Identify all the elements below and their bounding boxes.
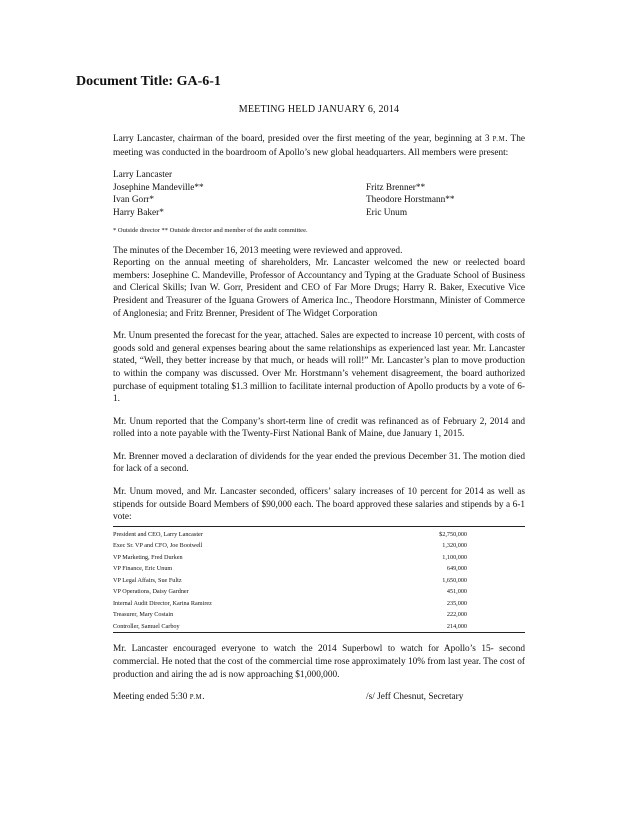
table-row	[113, 552, 525, 564]
officer-title: President and CEO, Larry Lancaster	[113, 530, 203, 538]
attendee: Ivan Gorr*	[113, 195, 155, 206]
table-row	[113, 598, 525, 610]
table-row	[113, 540, 525, 552]
meeting-heading: MEETING HELD JANUARY 6, 2014	[238, 104, 400, 115]
minutes-body	[113, 133, 525, 705]
closing-line	[113, 691, 525, 705]
attendee-list	[113, 169, 525, 219]
table-row	[113, 609, 525, 621]
attendee: Theodore Horstmann**	[366, 195, 455, 206]
table-row	[113, 621, 525, 633]
officer-title: VP Operations, Daisy Gardner	[113, 588, 189, 596]
table-row	[113, 586, 525, 598]
attendee: Josephine Mandeville**	[113, 182, 204, 193]
intro-paragraph: Larry Lancaster, chairman of the board, presided over the first meeting of the year, beginning at 3 P.M. The meeting was conducted in the boardroom of Apollo’s new global headquarters. All members were present:	[113, 134, 525, 158]
attendee: Harry Baker*	[113, 207, 164, 218]
salary-amount: 649,000	[446, 565, 467, 573]
salary-amount: 1,100,000	[442, 553, 467, 561]
salary-amount: 451,000	[446, 588, 467, 596]
dividends-paragraph: Mr. Brenner moved a declaration of dividends for the year ended the previous December 31. The motion died for lack of a second.	[113, 451, 525, 475]
officer-title: Exec Sr. VP and CFO, Joe Bootwell	[113, 542, 203, 550]
salary-table	[113, 526, 525, 634]
table-row	[113, 575, 525, 587]
officer-title: Treasurer, Mary Costain	[113, 611, 174, 619]
officer-title: VP Finance, Eric Unum	[113, 565, 173, 573]
table-row	[113, 526, 525, 540]
officer-title: Controller, Samuel Carboy	[113, 622, 180, 630]
officer-title: Internal Audit Director, Karina Ramirez	[113, 599, 212, 607]
attendee: Fritz Brenner**	[366, 182, 426, 193]
officer-title: VP Marketing, Fred Durken	[113, 553, 183, 561]
salary-amount: 222,000	[446, 611, 467, 619]
director-footnote: * Outside director ** Outside director and member of the audit committee.	[113, 226, 308, 234]
table-row	[113, 563, 525, 575]
minutes-approved: The minutes of the December 16, 2013 meeting were reviewed and approved.	[113, 245, 403, 256]
secretary-signature: /s/ Jeff Chesnut, Secretary	[366, 692, 464, 703]
salary-amount: $2,750,000	[439, 530, 467, 538]
document-title: Document Title: GA-6-1	[76, 74, 221, 89]
attendee: Eric Unum	[366, 207, 408, 218]
salary-amount: 214,000	[446, 622, 467, 630]
attendee: Larry Lancaster	[113, 170, 173, 181]
salary-amount: 1,650,000	[442, 576, 467, 584]
officer-title: VP Legal Affairs, Sue Fultz	[113, 576, 182, 584]
credit-line-paragraph: Mr. Unum reported that the Company’s short-term line of credit was refinanced as of February 2, 2014 and rolled into a note payable with the Twenty-First National Bank of Maine, due January 1, 2015.	[113, 416, 525, 440]
salary-amount: 1,320,000	[442, 542, 467, 550]
meeting-ended: Meeting ended 5:30 P.M.	[113, 692, 205, 703]
salaries-paragraph: Mr. Unum moved, and Mr. Lancaster seconded, officers’ salary increases of 10 percent for 2014 as well as stipends for outside Board Members of $90,000 each. The board approved these salaries and stipends by a 6-1 vote:	[113, 487, 525, 523]
forecast-paragraph: Mr. Unum presented the forecast for the year, attached. Sales are expected to increase 10 percent, with costs of goods sold and general expenses bearing about the same relationships as experienced last year. Mr. Lancaster stated, “Well, they better increase by that much, or heads will roll!” Mr. Lancaster’s plan to move production to within the company was discussed. Over Mr. Horstmann’s vehement disagreement, the board authorized purchase of equipment totaling $1.3 million to facilitate internal production of Apollo products by a vote of 6-1.	[113, 331, 525, 405]
annual-meeting-paragraph: Reporting on the annual meeting of shareholders, Mr. Lancaster welcomed the new or reelected board members: Josephine C. Mandeville, Professor of Accountancy and Typing at the Graduate School of Business and Clerical Skills; Ivan W. Gorr, President and CEO of Far More Drugs; Harry R. Baker, Executive Vice President and Treasurer of the Iguana Growers of America Inc., Theodore Horstmann, Minister of Commerce of Anglonesia; and Fritz Brenner, President of The Widget Corporation	[113, 258, 525, 319]
superbowl-paragraph: Mr. Lancaster encouraged everyone to watch the 2014 Superbowl to watch for Apollo’s 15- second commercial. He noted that the cost of the commercial time rose approximately 10% from last year. The cost of production and airing the ad is now approaching $1,000,000.	[113, 644, 525, 680]
salary-amount: 235,000	[446, 599, 467, 607]
